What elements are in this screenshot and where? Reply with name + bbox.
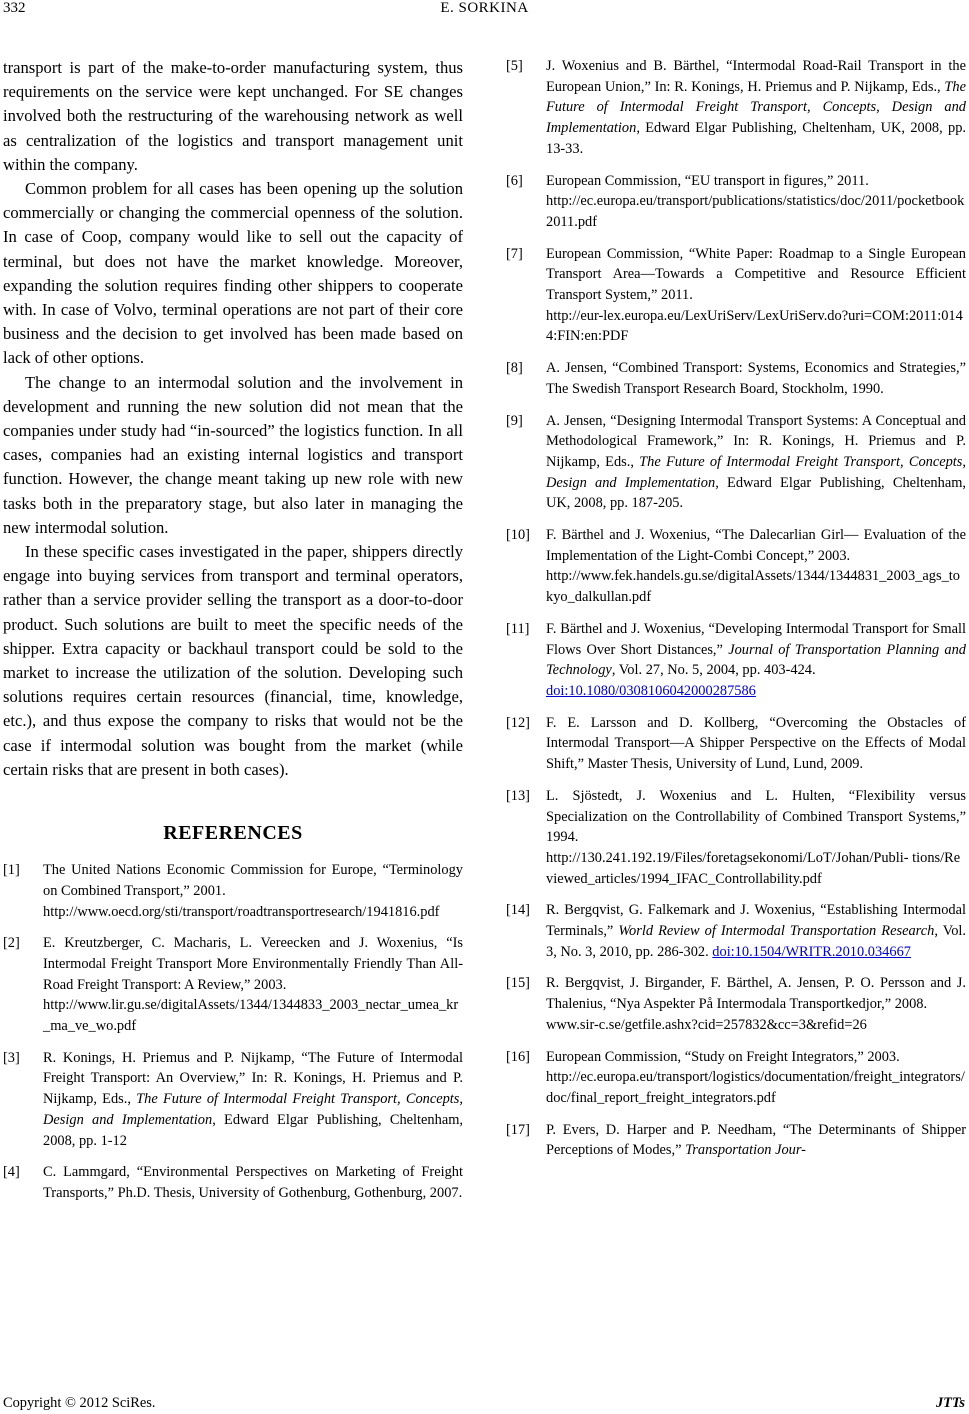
reference-source-title: World Review of Intermodal Transportation Research [618,923,935,940]
reference-list-right [506,56,966,1161]
reference-source-title: The Future of Intermodal Freight Transport, Concepts, Design and Implementation [546,78,966,137]
reference-text: , Edward Elgar Publishing, Cheltenham, UK, 2008, pp. 13-33. [546,120,966,157]
reference-text: , Edward Elgar Publishing, Cheltenham, 2008, pp. 1-12 [43,1111,464,1149]
reference-source-title: The Future of Intermodal Freight Transport, Concepts, Design and Implementation [546,453,966,491]
running-title: E. SORKINA [440,0,529,16]
reference-number: [14] [506,902,530,919]
reference-item [506,525,966,608]
reference-text: R. Bergqvist, G. Falkemark and J. Woxenius, “Establishing Intermodal Terminals,” [546,902,966,940]
right-column [506,56,966,1172]
reference-item [506,1120,966,1161]
reference-number: [8] [506,360,523,377]
reference-item [506,411,966,515]
body-paragraph: The change to an intermodal solution and the involvement in development and running the new solution did not mean that the companies under study had “in-sourced” the logistics function. In all cases, companies had an existing internal logistics and transport function. However, the change meant taking up new role with new tasks both in the preparatory stage, but also later in managing the new intermodal solution. [3,372,463,537]
reference-item [506,786,966,890]
reference-text: J. Woxenius and B. Bärthel, “Intermodal Road-Rail Transport in the European Union,” In: R. Konings, H. Priemus and P. Nijkamp, Eds., [546,58,966,95]
reference-number: [16] [506,1048,530,1065]
body-paragraph: Common problem for all cases has been opening up the solution commercially or changing the commercial openness of the solution. In case of Coop, company would like to sell out the capacity of terminal, but does not have the market knowledge. Moreover, expanding the solution requires finding other shippers to cooperate with. In case of Volvo, terminal operations are not part of their core business and the decision to get involved has been made based on lack of other options. [3,179,463,368]
reference-source-title: Journal of Transportation Planning and Technology [546,641,967,679]
reference-number: [17] [506,1121,530,1138]
reference-source-title: The Future of Intermodal Freight Transport, Concepts, Design and Implementation [43,1091,463,1128]
reference-text: A. Jensen, “Designing Intermodal Transport Systems: A Conceptual and Methodological Framework,” In: R. Konings, H. Priemus and P. Nijkamp, Eds., [546,412,966,470]
page-number: 332 [3,0,26,16]
reference-item [506,56,966,160]
reference-text: European Commission, “EU transport in figures,” 2011. [546,172,869,189]
reference-text: A. Jensen, “Combined Transport: Systems, Economics and Strategies,” The Swedish Transport Research Board, Stockholm, 1990. [546,360,966,397]
reference-number: [15] [506,975,530,992]
reference-text: R. Konings, H. Priemus and P. Nijkamp, “The Future of Intermodal Freight Transport: An Overview,” In: R. Konings, H. Priemus and P. Nijkamp, Eds., [43,1049,463,1108]
reference-item [506,973,966,1035]
reference-list-left [3,860,463,1204]
reference-number: [9] [506,412,523,429]
reference-doi-link[interactable]: doi:10.1504/WRITR.2010.034667 [712,943,911,960]
journal-abbrev: JTTs [935,1395,965,1411]
references-heading: REFERENCES [163,822,303,845]
reference-text: E. Kreutzberger, C. Macharis, L. Vereecken and J. Woxenius, “Is Intermodal Freight Transport More Environmentally Friendly Than All-Road Freight Transport: A Review,” 2003. [43,935,463,993]
reference-item [506,358,966,399]
reference-url: http://130.241.192.19/Files/foretagsekonomi/LoT/Johan/Publi- tions/Reviewed_articles/1994_IFAC_Controllability.pdf [546,849,961,887]
reference-text: C. Lammgard, “Environmental Perspectives on Marketing of Freight Transports,” Ph.D. Thesis, University of Gothenburg, Gothenburg, 2007. [43,1164,463,1201]
reference-item [506,619,966,702]
reference-url: http://ec.europa.eu/transport/logistics/documentation/freight_integrators/doc/final_report_freight_integrators.pdf [546,1069,965,1106]
reference-item [3,1162,463,1203]
body-paragraph: In these specific cases investigated in the paper, shippers directly engage into buying services from transport and terminal operators, rather than a service provider selling the transport as a door-to-door product. Such solutions are built to meet the specific needs of the shipper. Extra capacity or backhaul transport could be sold to the market to increase the utilization of the solution. Developing such solutions requires certain resources (financial, time, knowledge, etc.), and thus expose the company to risks that would not be the case if intermodal solution was bought from the market (while certain risks that are present in both cases). [3,542,463,779]
reference-number: [2] [3,935,20,952]
reference-text: L. Sjöstedt, J. Woxenius and L. Hulten, “Flexibility versus Specialization on the Controllability of Combined Transport Systems,” 1994. [546,787,966,846]
reference-text: European Commission, “White Paper: Roadmap to a Single European Transport Area—Towards a Competitive and Resource Efficient Transport System,” 2011. [546,245,966,304]
reference-text: European Commission, “Study on Freight Integrators,” 2003. [546,1048,900,1065]
reference-text: , Edward Elgar Publishing, Cheltenham, UK, 2008, pp. 187-205. [546,474,967,512]
reference-number: [12] [506,714,530,731]
reference-url: www.sir-c.se/getfile.ashx?cid=257832&cc=3&refid=26 [546,1016,867,1033]
reference-text: R. Bergqvist, J. Birgander, F. Bärthel, A. Jensen, P. O. Persson and J. Thalenius, “Nya Aspekter På Intermodala Transportkedjor,” 2008. [546,975,966,1013]
reference-number: [3] [3,1049,20,1066]
reference-text: F. Bärthel and J. Woxenius, “Developing Intermodal Transport for Small Flows Over Short Distances,” [546,620,966,658]
reference-item [506,900,966,962]
reference-number: [7] [506,245,523,262]
reference-number: [4] [3,1164,20,1181]
reference-url: http://www.fek.handels.gu.se/digitalAssets/1344/1344831_2003_ags_tokyo_dalkullan.pdf [546,568,960,606]
reference-item [506,1047,966,1109]
reference-text: P. Evers, D. Harper and P. Needham, “The Determinants of Shipper Perceptions of Modes,” [546,1121,966,1159]
reference-url: http://www.oecd.org/sti/transport/roadtransportresearch/1941816.pdf [43,903,440,920]
reference-text: , Vol. 3, No. 3, 2010, pp. 286-302. [546,923,967,960]
reference-url: http://ec.europa.eu/transport/publications/statistics/doc/2011/pocketbook2011.pdf [546,193,965,230]
left-column [3,56,463,1215]
reference-url: http://www.lir.gu.se/digitalAssets/1344/1344833_2003_nectar_umea_kr_ma_ve_wo.pdf [43,997,459,1035]
reference-number: [10] [506,527,530,544]
reference-number: [5] [506,58,523,74]
reference-text: F. Bärthel and J. Woxenius, “The Dalecarlian Girl— Evaluation of the Implementation of the Light-Combi Concept,” 2003. [546,527,966,564]
reference-url: http://eur-lex.europa.eu/LexUriServ/LexUriServ.do?uri=COM:2011:0144:FIN:en:PDF [546,307,963,345]
reference-text: , Vol. 27, No. 5, 2004, pp. 403-424. [611,662,816,679]
reference-item [506,713,966,775]
reference-number: [1] [3,862,20,879]
reference-item [3,933,463,1037]
reference-item [3,1048,463,1152]
reference-source-title: Transportation Jour- [685,1142,806,1159]
reference-item [3,860,463,922]
body-paragraph: transport is part of the make-to-order manufacturing system, thus requirements on the service were kept unchanged. For SE changes involved both the restructuring of the warehousing network as well as centralization of the logistics and transport management unit within the company. [3,58,463,174]
reference-number: [6] [506,172,523,189]
reference-number: [11] [506,620,530,637]
reference-item [506,171,966,233]
copyright-notice: Copyright © 2012 SciRes. [3,1395,156,1411]
reference-text: The United Nations Economic Commission for Europe, “Terminology on Combined Transport,” 2001. [43,862,463,899]
reference-text: F. E. Larsson and D. Kollberg, “Overcoming the Obstacles of Intermodal Transport—A Shipper Perspective on the Effects of Modal Shift,” Master Thesis, University of Lund, Lund, 2009. [546,714,966,773]
reference-number: [13] [506,787,530,804]
reference-doi-link[interactable]: doi:10.1080/0308106042000287586 [546,682,756,699]
reference-item [506,244,966,348]
